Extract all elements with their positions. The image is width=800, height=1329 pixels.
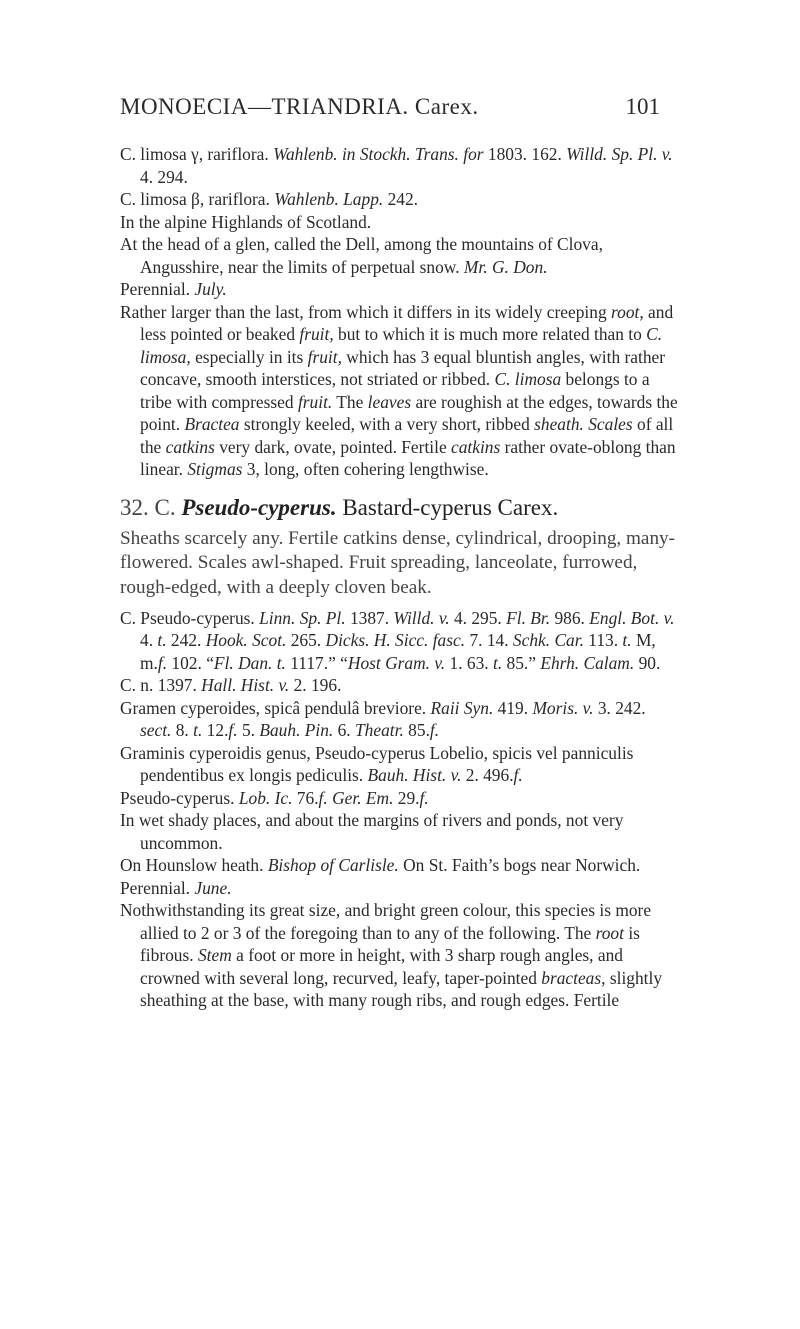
notes-2: Nothwithstanding its great size, and bright green colour, this species is more allied to 2 or 3 of the foregoing than to any of the following. The root is fibrous. Stem a foot or more in height, with 3 sharp rough angles, and crowned with several long, recurved, leafy, taper-pointed bracteas, slightly sheathing at the base, with many rough ribs, and rough edges. Fertile (120, 900, 663, 1011)
locality-1: At the head of a glen, called the Dell, among the mountains of Clova, Angusshire, near the limits of perpetual snow. Mr. G. Don. (120, 234, 603, 277)
locality-2: On Hounslow heath. Bishop of Carlisle. On St. Faith’s bogs near Norwich. (120, 855, 641, 876)
habitat-1: In the alpine Highlands of Scotland. (120, 211, 372, 232)
duration-2: Perennial. June. (120, 877, 232, 898)
references-3: Gramen cyperoides, spicâ pendulâ breviore. Raii Syn. 419. Moris. v. 3. 242. sect. 8. t. 12.f. 5. Bauh. Pin. 6. Theatr. 85.f. (120, 697, 646, 741)
duration-1: Perennial. July. (120, 279, 227, 299)
header-title: MONOECIA—TRIANDRIA. Carex. (120, 94, 479, 119)
page-number: 101 (625, 94, 660, 119)
notes-1: Rather larger than the last, from which it differs in its widely creeping root, and less pointed or beaked fruit, but to which it is much more related than to C. limosa, especially in its fruit, which has 3 equal bluntish angles, with rather concave, smooth interstices, not striated or ribbed. C. limosa belongs to a tribe with compressed fruit. The leaves are roughish at the edges, towards the point. Bractea strongly keeled, with a very short, ribbed sheath. Scales of all the catkins very dark, ovate, pointed. Fertile catkins rather ovate-oblong than linear. Stigmas 3, long, often cohering lengthwise. (120, 301, 678, 479)
running-header (120, 94, 660, 124)
species-description: Sheaths scarcely any. Fertile catkins dense, cylindrical, drooping, many-flowered. Scales awl-shaped. Fruit spreading, lanceolate, furrowed, rough-edged, with a deeply cloven beak. (120, 527, 676, 599)
page-body (120, 143, 680, 1012)
references-4: Graminis cyperoidis genus, Pseudo-cyperus Lobelio, spicis vel panniculis pendentibus ex longis pediculis. Bauh. Hist. v. 2. 496.f. (120, 742, 634, 786)
species-heading: 32. C. Pseudo-cyperus. Bastard-cyperus Carex. (120, 494, 559, 520)
habitat-2: In wet shady places, and about the margins of rivers and ponds, not very uncommon. (120, 810, 624, 853)
references-5: Pseudo-cyperus. Lob. Ic. 76.f. Ger. Em. 29.f. (120, 787, 429, 808)
references-1: C. Pseudo-cyperus. Linn. Sp. Pl. 1387. Willd. v. 4. 295. Fl. Br. 986. Engl. Bot. v. 4. t. 242. Hook. Scot. 265. Dicks. H. Sicc. fasc. 7. 14. Schk. Car. 113. t. M, m.f. 102. “Fl. Dan. t. 1117.” “Host Gram. v. 1. 63. t. 85.” Ehrh. Calam. 90. (120, 607, 675, 673)
synonym-1: C. limosa γ, rariflora. Wahlenb. in Stockh. Trans. for 1803. 162. Willd. Sp. Pl. v. 4. 294. (120, 144, 673, 187)
synonym-2: C. limosa β, rariflora. Wahlenb. Lapp. 242. (120, 189, 419, 209)
references-2: C. n. 1397. Hall. Hist. v. 2. 196. (120, 675, 342, 696)
